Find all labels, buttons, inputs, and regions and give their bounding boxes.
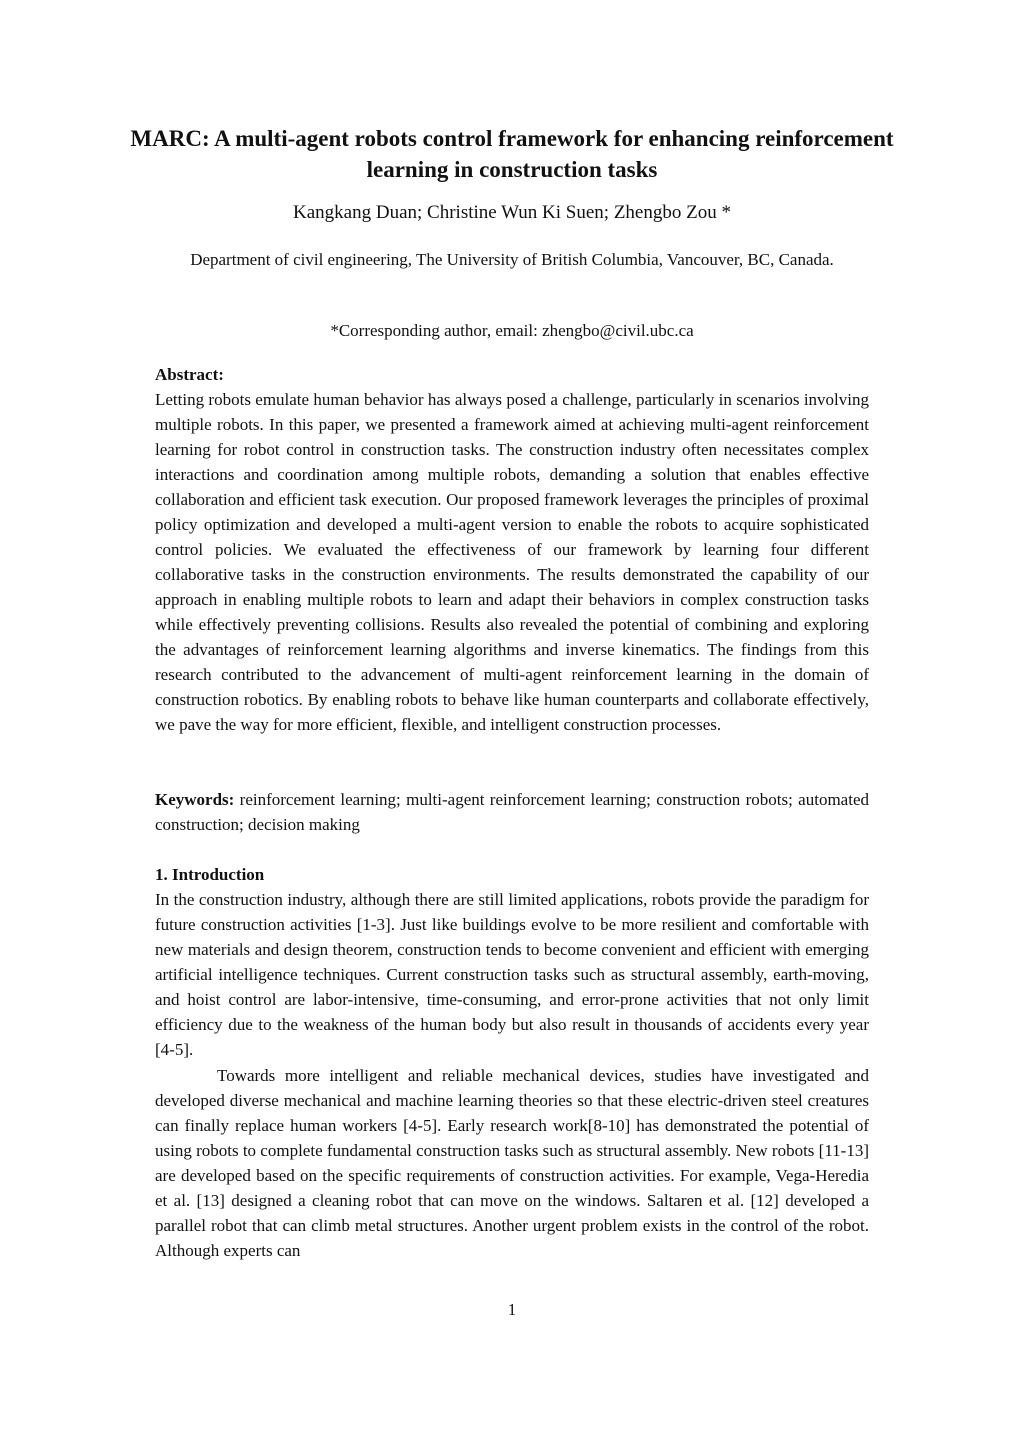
introduction-paragraph: Towards more intelligent and reliable mechanical devices, studies have investigated and developed diverse mechanical and machine learning theories so that these electric-driven steel creatures can finally replace human workers [4-5]. Early research work[8-10] has demonstrated the potential of using robots to complete fundamental construction tasks such as structural assembly. New robots [11-13] are developed based on the specific requirements of construction activities. For example, Vega-Heredia et al. [13] designed a cleaning robot that can move on the windows. Saltaren et al. [12] developed a parallel robot that can climb metal structures. Another urgent problem exists in the control of the robot. Although experts can	[155, 1066, 870, 1260]
paper-title: MARC: A multi-agent robots control framework for enhancing reinforcement learning in construction tasks	[130, 126, 894, 182]
abstract-heading: Abstract:	[155, 365, 224, 384]
author-list: Kangkang Duan; Christine Wun Ki Suen; Zhengbo Zou *	[293, 202, 731, 223]
corresponding-author: *Corresponding author, email: zhengbo@civil.ubc.ca	[330, 321, 694, 340]
introduction-paragraph: In the construction industry, although there are still limited applications, robots provide the paradigm for future construction activities [1-3]. Just like buildings evolve to be more resilient and comfortable with new materials and design theorem, construction tends to become convenient and efficient with emerging artificial intelligence techniques. Current construction tasks such as structural assembly, earth-moving, and hoist control are labor-intensive, time-consuming, and error-prone activities that not only limit efficiency due to the weakness of the human body but also result in thousands of accidents every year [4-5].	[155, 890, 869, 1059]
keywords-text: reinforcement learning; multi-agent reinforcement learning; construction robots; automated construction; decision making	[155, 790, 869, 834]
page-number: 1	[507, 1300, 517, 1319]
keywords	[155, 787, 869, 837]
keywords-label: Keywords:	[155, 790, 235, 809]
abstract-text: Letting robots emulate human behavior has always posed a challenge, particularly in scenarios involving multiple robots. In this paper, we presented a framework aimed at achieving multi-agent reinforcement learning for robot control in construction tasks. The construction industry often necessitates complex interactions and coordination among multiple robots, demanding a solution that enables effective collaboration and efficient task execution. Our proposed framework leverages the principles of proximal policy optimization and developed a multi-agent version to enable the robots to acquire sophisticated control policies. We evaluated the effectiveness of our framework by learning four different collaborative tasks in the construction environments. The results demonstrated the capability of our approach in enabling multiple robots to learn and adapt their behaviors in complex construction tasks while effectively preventing collisions. Results also revealed the potential of combining and exploring the advantages of reinforcement learning algorithms and inverse kinematics. The findings from this research contributed to the advancement of multi-agent reinforcement learning in the domain of construction robotics. By enabling robots to behave like human counterparts and collaborate effectively, we pave the way for more efficient, flexible, and intelligent construction processes.	[155, 390, 869, 734]
section-heading-introduction: 1. Introduction	[155, 865, 265, 884]
affiliation: Department of civil engineering, The University of British Columbia, Vancouver, BC, Canada.	[190, 250, 834, 269]
